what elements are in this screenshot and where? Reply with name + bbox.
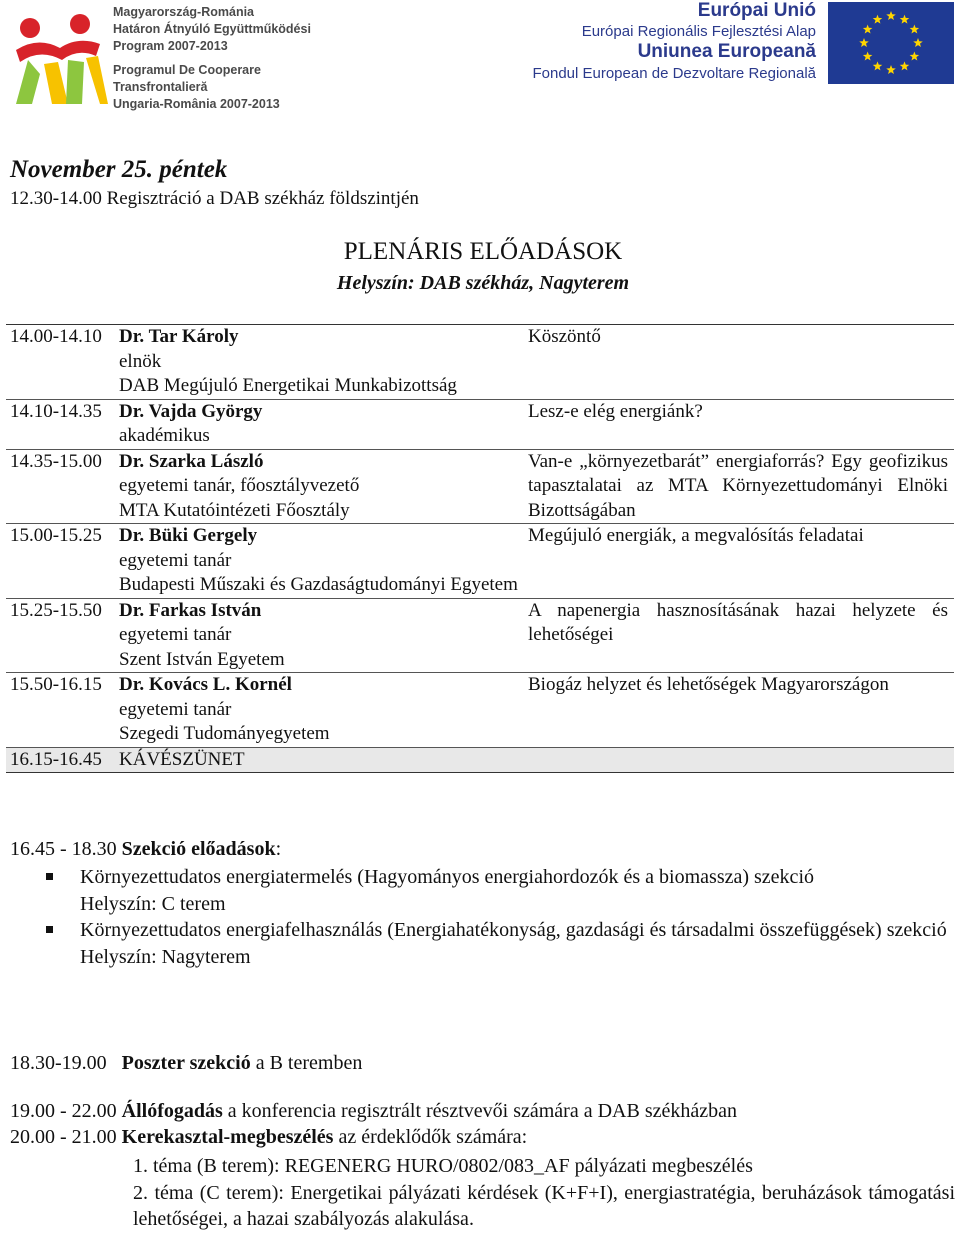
eu-fund-ro: Fondul European de Dezvoltare Regională (532, 65, 816, 82)
section-list (44, 864, 954, 970)
speaker (119, 599, 519, 673)
topic-item: 2. téma (C terem): Energetikai pályázati kérdések (K+F+I), energiastratégia, beruházások támogatási lehetőségei, a hazai szabályozás alakulása. (133, 1181, 955, 1230)
speaker-detail: DAB Megújuló Energetikai Munkabizottság (119, 375, 457, 396)
table-row (6, 599, 954, 674)
speaker-detail: egyetemi tanár, főosztályvezető (119, 475, 360, 496)
table-row (6, 400, 954, 450)
logo-line: Program 2007-2013 (113, 39, 228, 53)
coffee-break-row (6, 748, 954, 773)
section-title: Környezettudatos energiatermelés (Hagyományos energiahordozók és a biomassza) szekció (80, 866, 814, 888)
plenary-location: Helyszín: DAB székház, Nagyterem (336, 272, 630, 294)
time-slot: 14.10-14.35 (10, 400, 102, 422)
list-item (44, 917, 954, 970)
roundtable-topics (133, 1153, 955, 1233)
logo-line: Magyarország-Románia (113, 5, 255, 19)
table-row (6, 524, 954, 599)
speaker-detail: Budapesti Műszaki és Gazdaságtudományi Egyetem (119, 574, 518, 595)
speaker-detail: Szent István Egyetem (119, 648, 285, 670)
speaker-name: Tar Károly (148, 326, 239, 347)
talk-title: A napenergia hasznosításának hazai helyzete és lehetőségei (528, 599, 948, 645)
speaker (119, 325, 519, 399)
speaker-detail: MTA Kutatóintézeti Főosztály (119, 499, 350, 521)
speaker-prefix: Dr. (119, 400, 145, 422)
talk-title: Van-e „környezetbarát” energiaforrás? Egy geofizikus tapasztalatai az MTA Környezettudományi Elnöki Bizottságában (528, 450, 948, 521)
plenary-title: PLENÁRIS ELŐADÁSOK (343, 238, 623, 265)
roundtable-time: 20.00 - 21.00 (10, 1126, 122, 1148)
time-slot: 16.15-16.45 (10, 748, 102, 770)
time-slot: 14.35-15.00 (10, 450, 102, 472)
logo-line: Ungaria-România 2007-2013 (113, 97, 280, 111)
talk-title: Megújuló energiák, a megvalósítás feladatai (528, 525, 864, 546)
program-mascot-icon (8, 0, 108, 110)
speaker (119, 450, 519, 524)
section-colon: : (275, 838, 282, 860)
section-location: Helyszín: C terem (80, 892, 226, 915)
eu-title: Európai Unió (697, 0, 816, 21)
logo-line: Határon Átnyúló Együttműködési (113, 22, 311, 36)
time-slot: 15.00-15.25 (10, 525, 102, 546)
section-label: Szekció előadások (121, 838, 276, 860)
speaker-name: Büki Gergely (148, 525, 258, 546)
talk-title: Köszöntő (528, 326, 601, 347)
speaker-prefix: Dr. (119, 525, 145, 546)
eu-flag-icon (828, 2, 954, 84)
time-slot: 15.50-16.15 (10, 674, 102, 695)
eu-fund-hu: Európai Regionális Fejlesztési Alap (581, 23, 816, 40)
speaker-detail: elnök (119, 350, 162, 372)
ro-program-name (113, 62, 280, 113)
speaker-name: Szarka László (148, 450, 264, 472)
poster-line (10, 1052, 362, 1075)
section-time: 16.45 - 18.30 (10, 838, 117, 860)
list-item (44, 864, 954, 917)
reception-time: 19.00 - 22.00 (10, 1100, 122, 1122)
roundtable-line (10, 1126, 527, 1149)
poster-time: 18.30-19.00 (10, 1052, 107, 1074)
speaker (119, 524, 519, 598)
reception-line (10, 1100, 737, 1123)
speaker-detail: egyetemi tanár (119, 624, 232, 645)
speaker-detail: egyetemi tanár (119, 549, 232, 571)
speaker-prefix: Dr. (119, 450, 145, 472)
roundtable-label: Kerekasztal-megbeszélés (121, 1126, 334, 1148)
speaker-prefix: Dr. (119, 599, 145, 621)
coffee-break-label: KÁVÉSZÜNET (119, 748, 245, 770)
speaker-detail: egyetemi tanár (119, 698, 232, 720)
bullet-square-icon (46, 873, 53, 880)
speaker-detail: Szegedi Tudományegyetem (119, 723, 330, 744)
hu-ro-program-logo (8, 0, 380, 128)
speaker (119, 400, 519, 449)
speaker-prefix: Dr. (119, 674, 145, 695)
section-heading (10, 838, 281, 861)
table-row (6, 673, 954, 748)
eu-fund-logo (522, 0, 958, 90)
table-row (6, 325, 954, 400)
reception-rest: a konferencia regisztrált résztvevői számára a DAB székházban (222, 1100, 737, 1122)
speaker-name: Vajda György (148, 400, 263, 422)
speaker (119, 673, 519, 747)
roundtable-rest: az érdeklődők számára: (333, 1126, 528, 1148)
speaker-name: Farkas István (148, 599, 262, 621)
time-slot: 14.00-14.10 (10, 326, 102, 347)
time-slot: 15.25-15.50 (10, 599, 102, 621)
poster-label: Poszter szekció (121, 1052, 251, 1074)
bullet-square-icon (46, 926, 53, 933)
logo-line: Programul De Cooperare (113, 63, 261, 77)
hu-program-name (113, 4, 311, 55)
program-table (6, 324, 954, 773)
registration-line: 12.30-14.00 Regisztráció a DAB székház földszintjén (10, 188, 419, 209)
topic-item: 1. téma (B terem): REGENERG HURO/0802/083_AF pályázati megbeszélés (133, 1155, 753, 1177)
speaker-detail: akadémikus (119, 425, 210, 446)
talk-title: Lesz-e elég energiánk? (528, 400, 703, 422)
talk-title: Biogáz helyzet és lehetőségek Magyarországon (528, 674, 889, 695)
reception-label: Állófogadás (121, 1100, 223, 1122)
section-location: Helyszín: Nagyterem (80, 945, 251, 968)
speaker-name: Kovács L. Kornél (148, 674, 292, 695)
section-title: Környezettudatos energiafelhasználás (Energiahatékonyság, gazdasági és társadalmi összefüggések) szekció (80, 919, 947, 941)
table-row (6, 450, 954, 525)
logo-line: Transfrontalieră (113, 80, 208, 94)
eu-title-ro: Uniunea Europeană (637, 41, 816, 62)
speaker-prefix: Dr. (119, 326, 145, 347)
poster-rest: a B teremben (250, 1052, 363, 1074)
day-heading: November 25. péntek (10, 156, 228, 183)
